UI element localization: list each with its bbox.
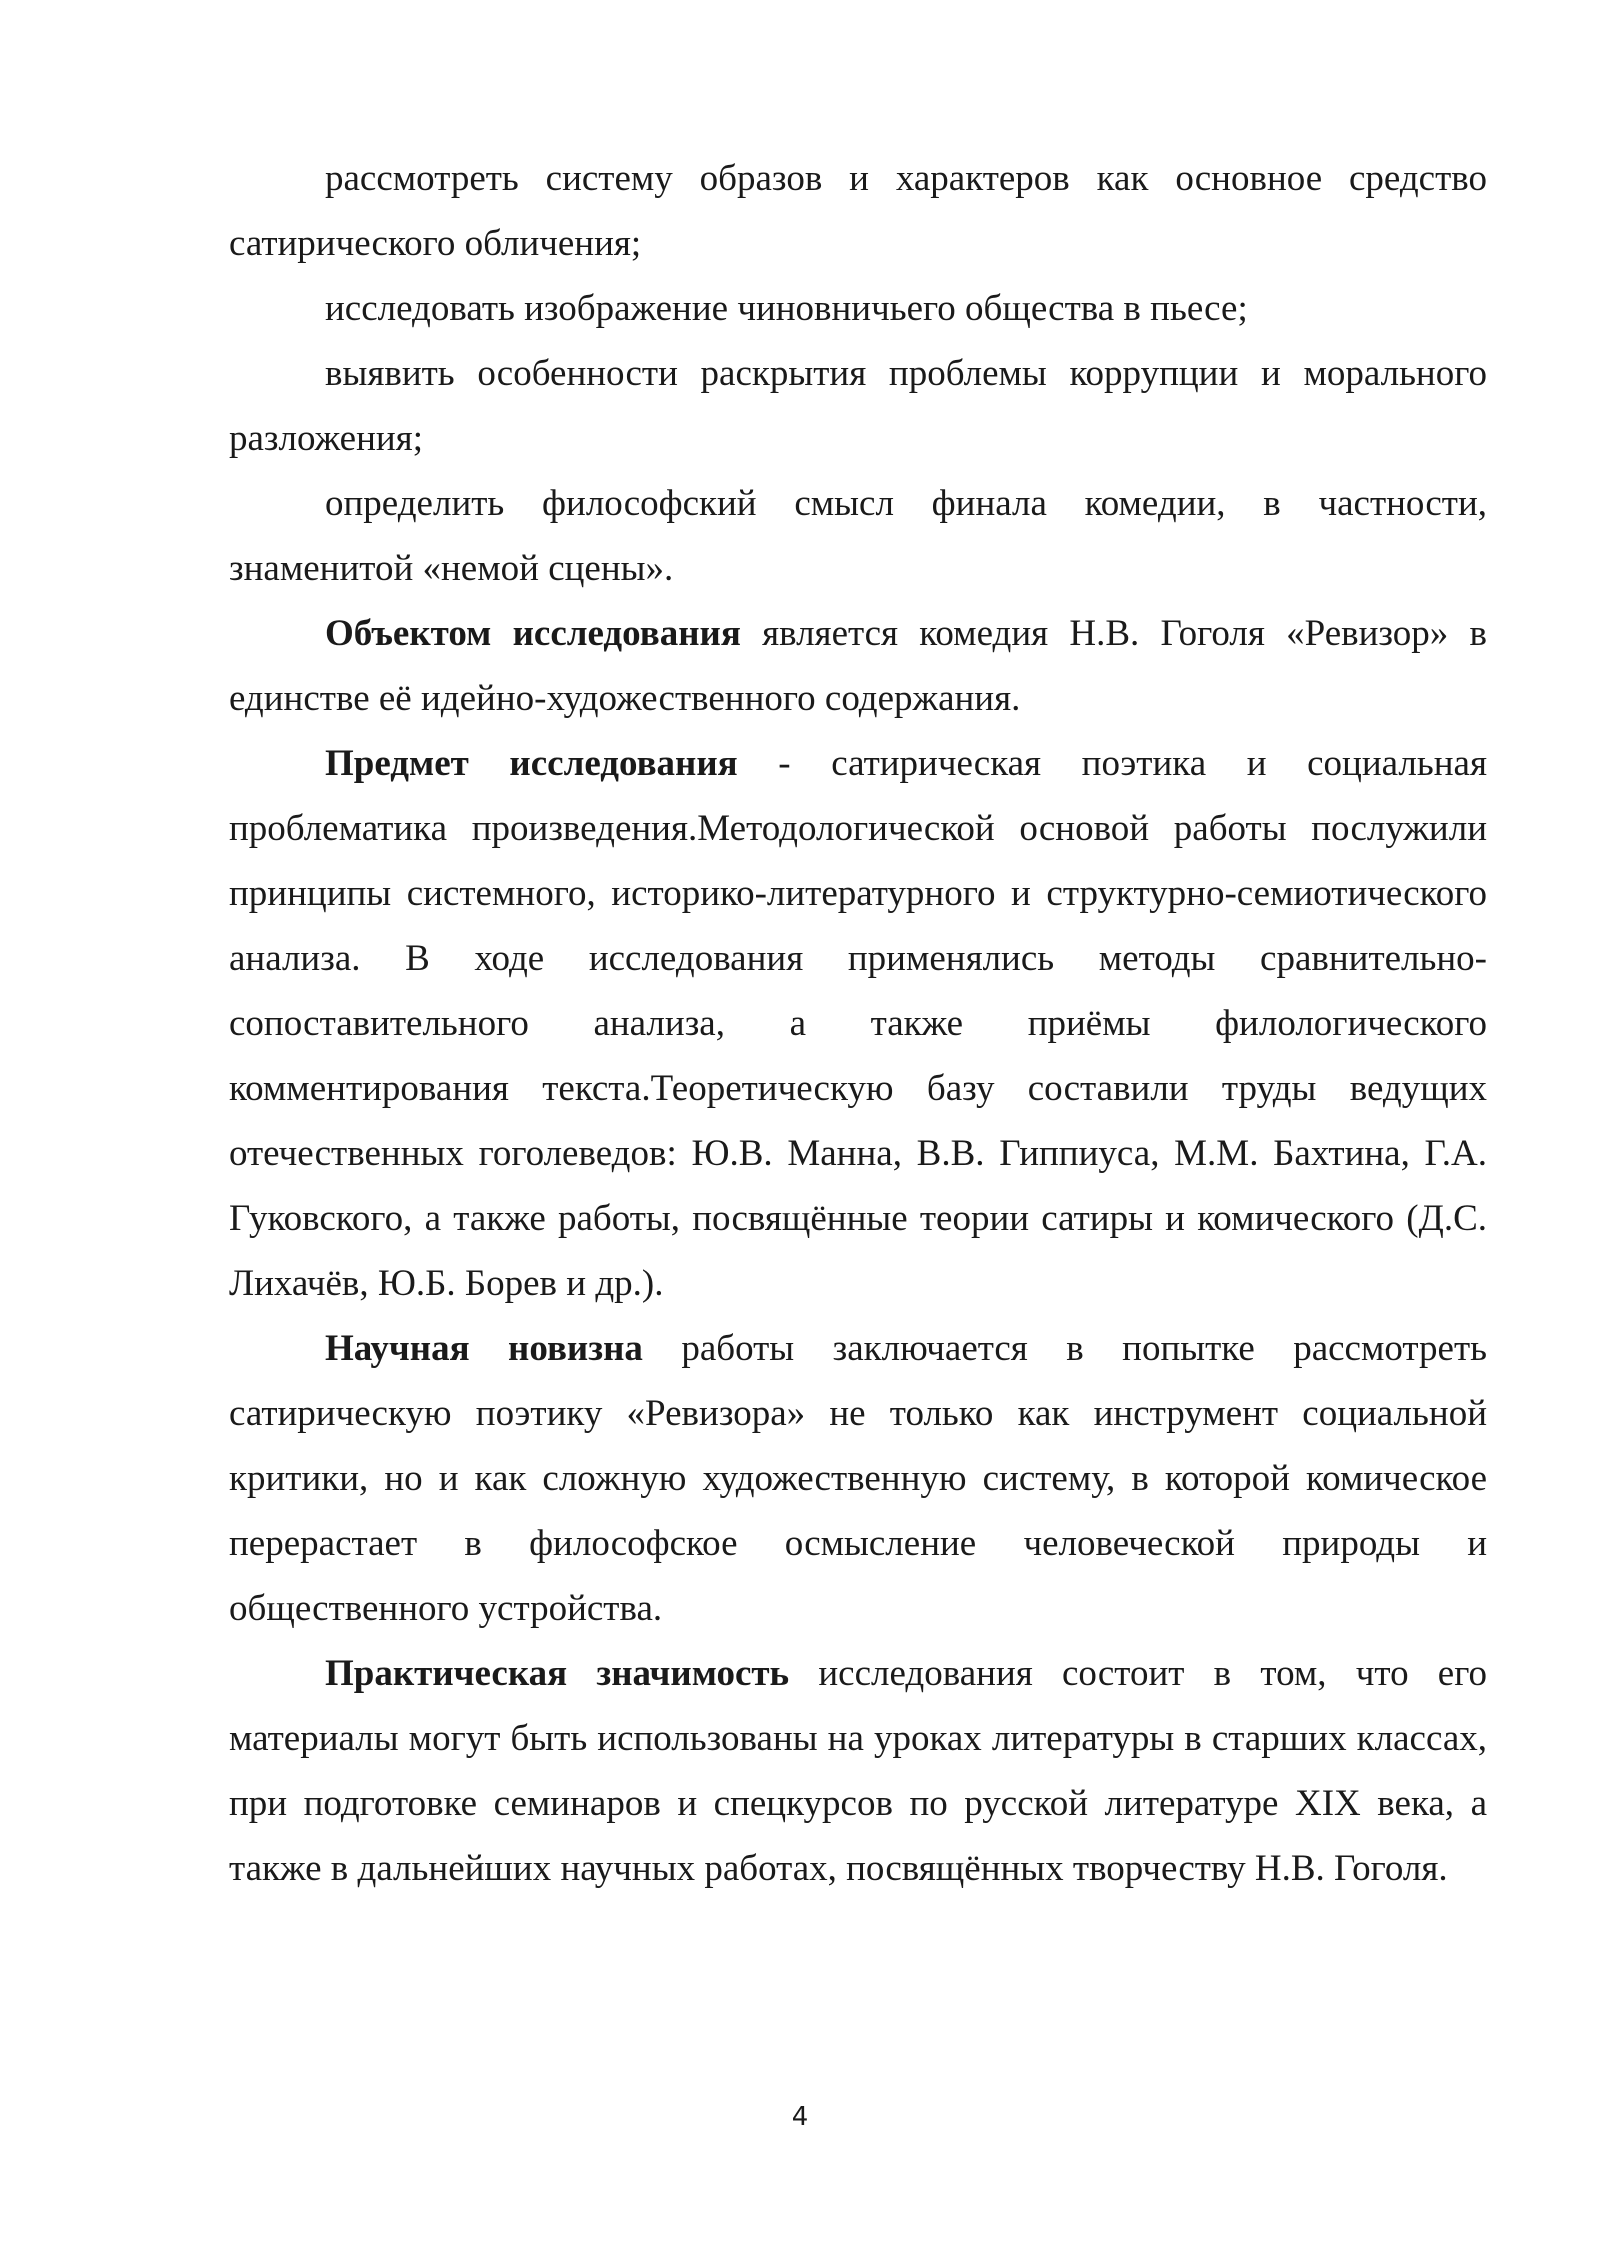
paragraph-task-officials (229, 276, 1487, 341)
paragraph-task-corruption (229, 341, 1487, 471)
paragraph-scientific-novelty (229, 1316, 1487, 1641)
paragraph-text: выявить особенности раскрытия проблемы коррупции и морального разложения; (229, 353, 1487, 459)
paragraph-bold-lead: Практическая значимость (325, 1653, 790, 1694)
paragraph-text: исследования состоит в том, что его материалы могут быть использованы на уроках литературы в старших классах, при подготовке семинаров и спецкурсов по русской литературе XIX века, а также в дальнейших научных работах, посвящённых творчеству Н.В. Гоголя. (229, 1653, 1487, 1889)
paragraph-research-object (229, 601, 1487, 731)
paragraph-research-subject (229, 731, 1487, 1316)
paragraph-bold-lead: Научная новизна (325, 1328, 643, 1369)
paragraph-bold-lead: Предмет исследования (325, 743, 738, 784)
page-number: 4 (791, 2102, 809, 2132)
paragraph-text: является комедия Н.В. Гоголя «Ревизор» в единстве её идейно-художественного содержания. (229, 613, 1487, 719)
paragraph-task-images (229, 146, 1487, 276)
paragraph-task-finale (229, 471, 1487, 601)
paragraph-text: рассмотреть систему образов и характеров как основное средство сатирического обличения; (229, 158, 1487, 264)
document-body (229, 146, 1487, 1901)
paragraph-practical-significance (229, 1641, 1487, 1901)
paragraph-text: исследовать изображение чиновничьего общества в пьесе; (325, 288, 1248, 329)
paragraph-text: - сатирическая поэтика и социальная проблематика произведения.Методологической основой работы послужили принципы системного, историко-литературного и структурно-семиотического анализа. В ходе исследования применялись методы сравнительно-сопоставительного анализа, а также приёмы филологического комментирования текста.Теоретическую базу составили труды ведущих отечественных гоголеведов: Ю.В. Манна, В.В. Гиппиуса, М.М. Бахтина, Г.А. Гуковского, а также работы, посвящённые теории сатиры и комического (Д.С. Лихачёв, Ю.Б. Борев и др.). (229, 743, 1487, 1304)
paragraph-text: определить философский смысл финала комедии, в частности, знаменитой «немой сцены». (229, 483, 1487, 589)
paragraph-bold-lead: Объектом исследования (325, 613, 741, 654)
paragraph-text: работы заключается в попытке рассмотреть сатирическую поэтику «Ревизора» не только как инструмент социальной критики, но и как сложную художественную систему, в которой комическое перерастает в философское осмысление человеческой природы и общественного устройства. (229, 1328, 1487, 1629)
